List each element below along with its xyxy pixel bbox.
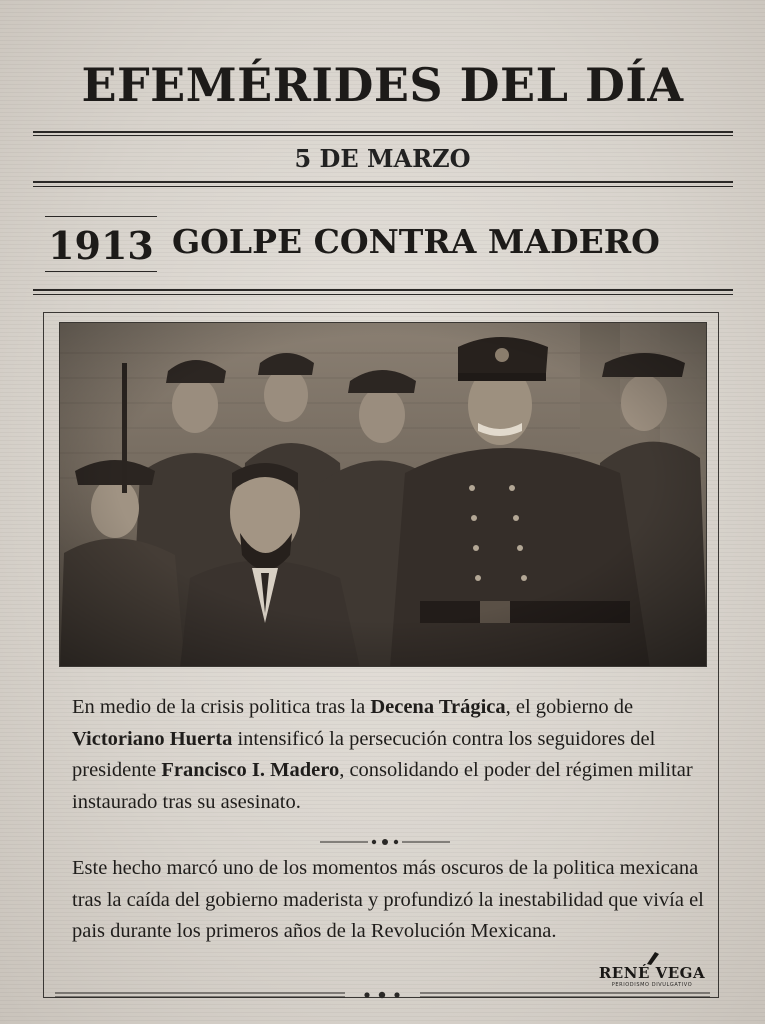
p1-text-1: En medio de la crisis politica tras la: [72, 696, 371, 718]
ornament-divider: [320, 836, 450, 848]
rule: [33, 289, 733, 291]
rule: [33, 135, 733, 136]
p1-bold-huerta: Victoriano Huerta: [72, 727, 233, 750]
article-paragraph-2: Este hecho marcó uno de los momentos más oscuros de la politica mexicana tras la caída del gobierno maderista y profundizó la inestabilidad que vivía el pais durante los primeros años de la Revolución Mexicana.: [72, 857, 704, 942]
p1-bold-madero: Francisco I. Madero: [161, 759, 340, 781]
rule: [33, 181, 733, 183]
date-line: 5 DE MARZO: [294, 144, 471, 173]
author-signature: [597, 950, 707, 992]
masthead-title: EFEMÉRIDES DEL DÍA: [81, 58, 684, 112]
p1-bold-decena: Decena Trágica: [370, 696, 506, 718]
event-year: 1913: [48, 223, 154, 268]
photo-illustration: [60, 323, 707, 667]
historical-photo: [59, 322, 707, 667]
p1-text-3: intensificó la persecución contra los seguidores del presidente: [72, 727, 656, 781]
p1-text-4: , consolidando el poder del régimen militar instaurado tras su asesinato.: [72, 759, 693, 813]
rule: [33, 186, 733, 187]
year-box: [45, 216, 157, 272]
bottom-ornament: [45, 988, 720, 1002]
article-paragraph-1: [72, 692, 712, 818]
event-headline: GOLPE CONTRA MADERO: [172, 222, 660, 261]
author-name: RENÉ VEGA: [598, 964, 706, 982]
rule: [33, 131, 733, 133]
author-subtitle: PERIODISMO DIVULGATIVO: [611, 982, 693, 988]
p1-text-2: , el gobierno de: [505, 696, 634, 718]
rule: [33, 294, 733, 295]
